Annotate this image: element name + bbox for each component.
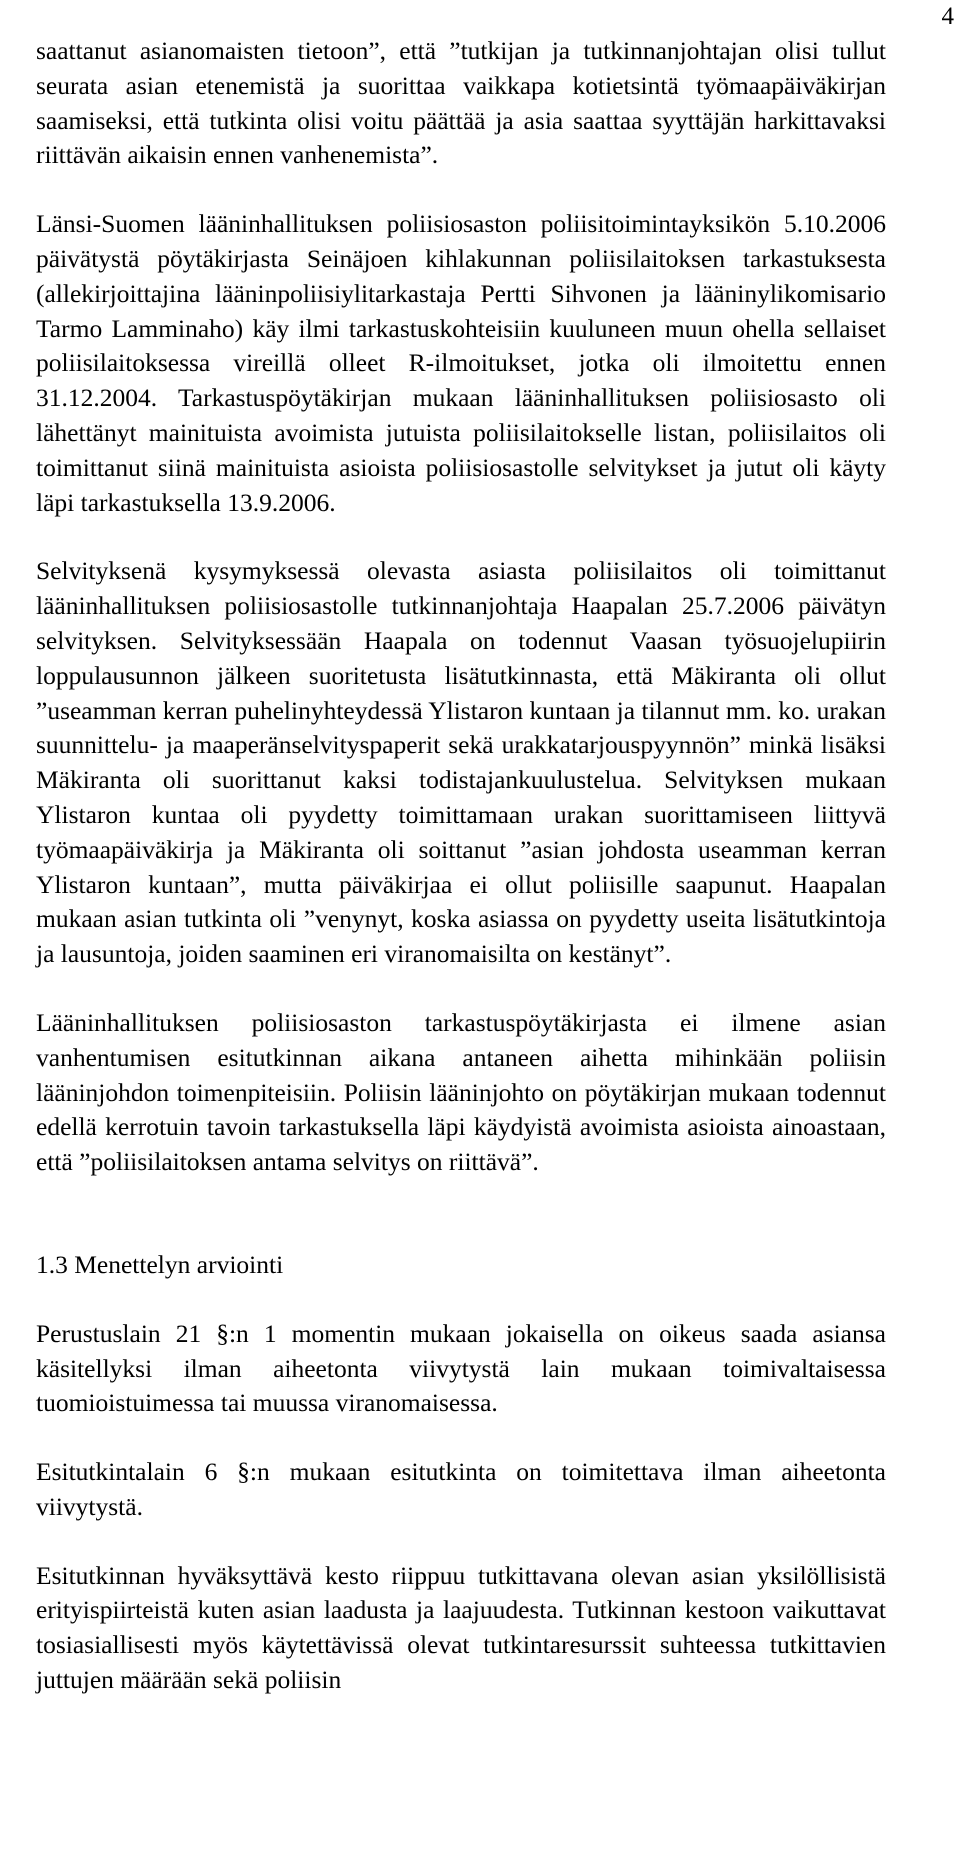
paragraph-2: Länsi-Suomen lääninhallituksen poliisiosaston poliisitoimintayksikön 5.10.2006 päivätystä pöytäkirjasta Seinäjoen kihlakunnan poliisilaitoksen tarkastuksesta (allekirjoittajina lääninpoliisiylitarkastaja Pertti Sihvonen ja lääninylikomisario Tarmo Lamminaho) käy ilmi tarkastuskohteisiin kuuluneen muun ohella sellaiset poliisilaitoksessa vireillä olleet R-ilmoitukset, jotka oli ilmoitettu ennen 31.12.2004. Tarkastuspöytäkirjan mukaan lääninhallituksen poliisiosasto oli lähettänyt mainituista avoimista jutuista poliisilaitokselle listan, poliisilaitos oli toimittanut siinä mainituista asioista poliisiosastolle selvitykset ja jutut oli käyty läpi tarkastuksella 13.9.2006.	[36, 209, 886, 517]
page-number: 4	[941, 3, 954, 30]
paragraph-4: Lääninhallituksen poliisiosaston tarkastuspöytäkirjasta ei ilmene asian vanhentumisen esitutkinnan aikana antaneen aihetta mihinkään poliisin lääninjohdon toimenpiteisiin. Poliisin lääninjohto on pöytäkirjan mukaan todennut edellä kerrotuin tavoin tarkastuksella läpi käydyistä avoimista asioista ainoastaan, että ”poliisilaitoksen antama selvitys on riittävä”.	[36, 1007, 886, 1177]
paragraph-7: Esitutkinnan hyväksyttävä kesto riippuu tutkittavana olevan asian yksilöllisistä erityispiirteistä kuten asian laadusta ja laajuudesta. Tutkinnan kestoon vaikuttavat tosiasiallisesti myös käytettävissä olevat tutkintaresurssit suhteessa tutkittavien juttujen määrään sekä poliisin	[36, 1560, 886, 1695]
section-heading: 1.3 Menettelyn arviointi	[36, 1249, 284, 1279]
paragraph-1: saattanut asianomaisten tietoon”, että ”tutkijan ja tutkinnanjohtajan olisi tullut seurata asian etenemistä ja suorittaa vaikkapa kotietsintä työmaapäiväkirjan saamiseksi, että tutkinta olisi voitu päättää ja asia saattaa syyttäjän harkittavaksi riittävän aikaisin ennen vanhenemista”.	[36, 36, 886, 170]
paragraph-6: Esitutkintalain 6 §:n mukaan esitutkinta on toimitettava ilman aiheetonta viivytystä.	[36, 1457, 886, 1521]
paragraph-3: Selvityksenä kysymyksessä olevasta asiasta poliisilaitos oli toimittanut lääninhallituksen poliisiosastolle tutkinnanjohtaja Haapalan 25.7.2006 päivätyn selvityksen. Selvityksessään Haapala on todennut Vaasan työsuojelupiirin loppulausunnon jälkeen suoritetusta lisätutkinnasta, että Mäkiranta oli ollut ”useamman kerran puhelinyhteydessä Ylistaron kuntaan ja tilannut mm. ko. urakan suunnittelu- ja maaperänselvityspaperit sekä urakkatarjouspyynnön” minkä lisäksi Mäkiranta oli suorittanut kaksi todistajankuulustelua. Selvityksen mukaan Ylistaron kuntaa oli pyydetty toimittamaan urakan suorittamiseen liittyvä työmaapäiväkirja ja Mäkiranta oli soittanut ”asian johdosta useamman kerran Ylistaron kuntaan”, mutta päiväkirjaa ei ollut poliisille saapunut. Haapalan mukaan asian tutkinta oli ”venynyt, koska asiassa on pyydetty useita lisätutkintoja ja lausuntoja, joiden saaminen eri viranomaisilta on kestänyt”.	[36, 556, 886, 969]
paragraph-5: Perustuslain 21 §:n 1 momentin mukaan jokaisella on oikeus saada asiansa käsitellyksi ilman aiheetonta viivytystä lain mukaan toimivaltaisessa tuomioistuimessa tai muussa viranomaisessa.	[36, 1318, 886, 1418]
document-body	[36, 34, 886, 1698]
